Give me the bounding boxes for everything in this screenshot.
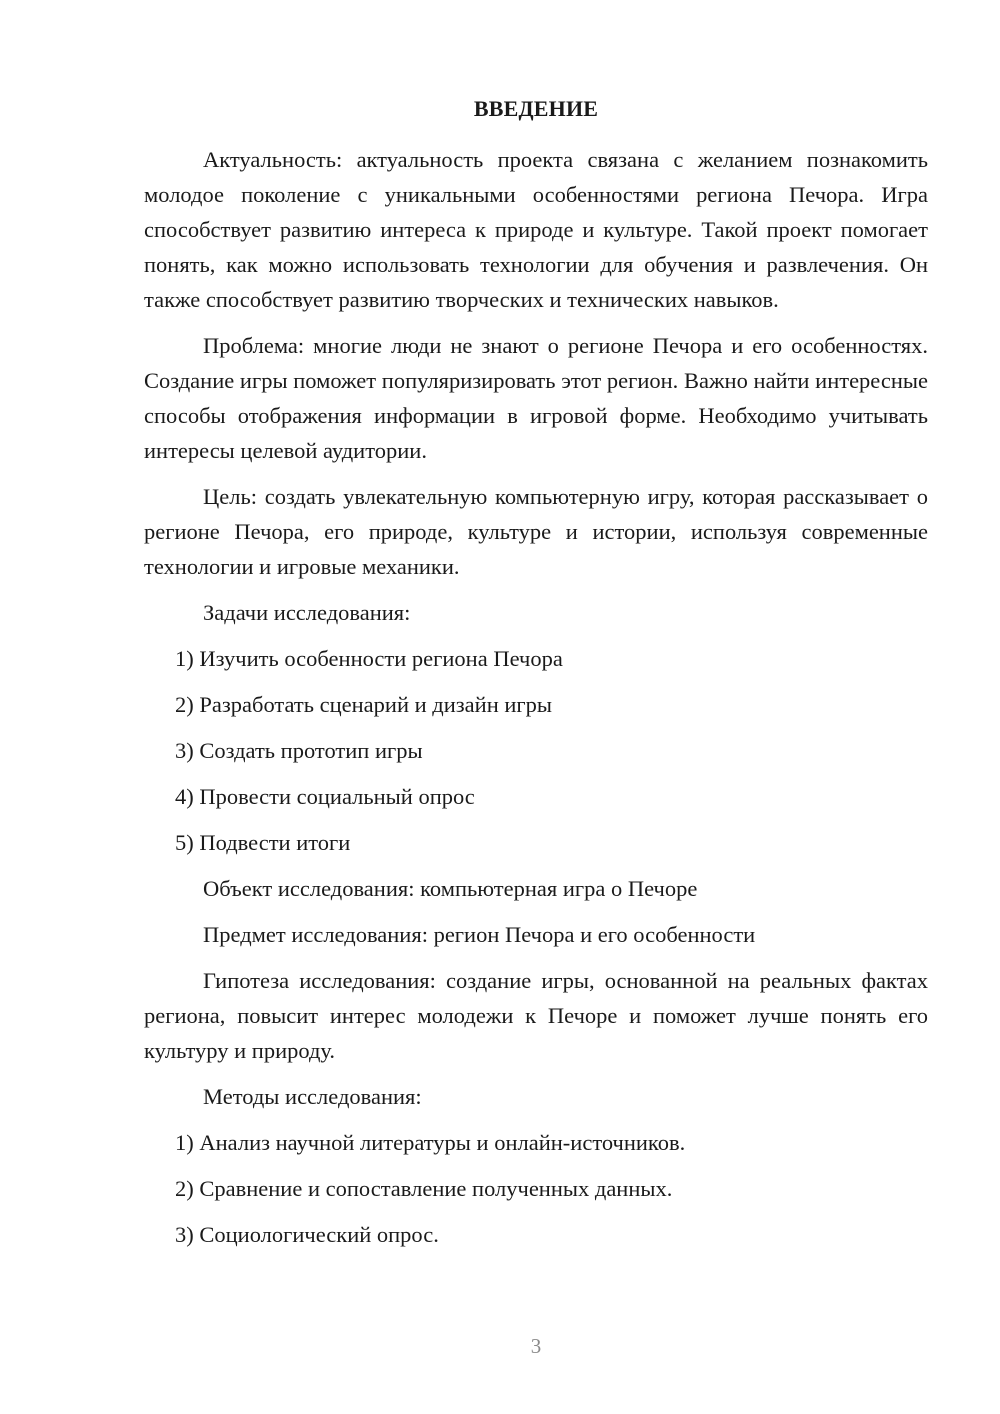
object-line: Объект исследования: компьютерная игра о Печоре [203,876,698,901]
problem-paragraph: Проблема: многие люди не знают о регионе Печора и его особенностях. Создание игры поможет популяризировать этот регион. Важно найти интересные способы отображения информации в игровой форме. Необходимо учитывать интересы целевой аудитории. [144,333,928,463]
document-body [144,142,928,1252]
relevance-paragraph: Актуальность: актуальность проекта связана с желанием познакомить молодое поколение с уникальными особенностями региона Печора. Игра способствует развитию интереса к природе и культуре. Такой проект помогает понять, как можно использовать технологии для обучения и развлечения. Он также способствует развитию творческих и технических навыков. [144,147,928,312]
list-item: 3) Создать прототип игры [175,738,423,763]
list-item: 2) Сравнение и сопоставление полученных данных. [175,1176,673,1201]
list-item: 3) Социологический опрос. [175,1222,439,1247]
tasks-title: Задачи исследования: [203,600,411,625]
goal-paragraph: Цель: создать увлекательную компьютерную игру, которая рассказывает о регионе Печора, его природе, культуре и истории, используя современные технологии и игровые механики. [144,484,928,579]
list-item: 4) Провести социальный опрос [175,784,475,809]
subject-line: Предмет исследования: регион Печора и его особенности [203,922,756,947]
list-item: 2) Разработать сценарий и дизайн игры [175,692,552,717]
hypothesis-paragraph: Гипотеза исследования: создание игры, основанной на реальных фактах региона, повысит интерес молодежи к Печоре и поможет лучше понять его культуру и природу. [144,968,928,1063]
methods-title: Методы исследования: [203,1084,422,1109]
list-item: 1) Анализ научной литературы и онлайн-источников. [175,1130,686,1155]
page-title: ВВЕДЕНИЕ [473,96,599,121]
list-item: 1) Изучить особенности региона Печора [175,646,563,671]
page-number: 3 [530,1334,542,1358]
list-item: 5) Подвести итоги [175,830,351,855]
